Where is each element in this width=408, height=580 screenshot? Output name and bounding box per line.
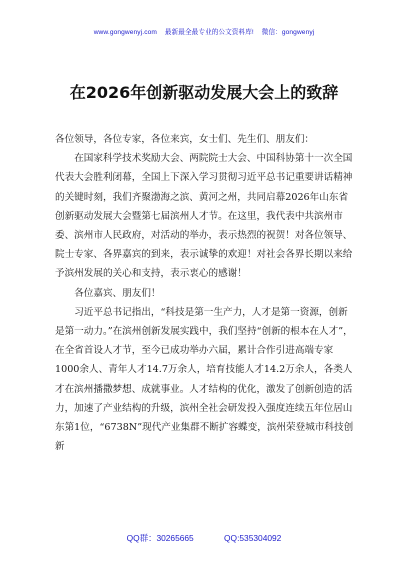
document-body [55,130,355,456]
paragraph-opening: 在国家科学技术奖励大会、两院院士大会、中国科协第十一次全国代表大会胜利闭幕，全国上下深入学习贯彻习近平总书记重要讲话精神的关键时刻，我们齐聚渤海之滨、黄河之州，共同启幕2026年山东省创新驱动发展大会暨第七届滨州人才节。在这里，我代表中共滨州市委、滨州市人民政府，对活动的举办，表示热烈的祝贺！对各位领导、院士专家、各界嘉宾的到来，表示诚挚的欢迎！对社会各界长期以来给予滨州发展的关心和支持，表示衷心的感谢！ [55,153,353,280]
site-tagline: 最新最全最专业的公文资料库! [164,29,254,36]
qq-group: QQ群：30265665 [126,533,194,543]
document-title: 在2026年创新驱动发展大会上的致辞 [69,83,339,102]
salutation: 各位领导，各位专家，各位来宾，女士们、先生们、朋友们： [55,134,315,145]
paragraph-innovation: 习近平总书记指出，“科技是第一生产力，人才是第一资源，创新是第一动力。”在滨州创新发展实践中，我们坚持“创新的根本在人才”，在全省首设人才节，至今已成功举办六届，累计合作引进高端专家1000余人、青年人才14.7万余人，培育技能人才14.2万余人，各类人才在滨州播撒梦想、成就事业。人才结构的优化，激发了创新创造的活力，加速了产业结构的升级，滨州全社会研发投入强度连续五年位居山东第1位，“6738N”现代产业集群不断扩容蝶变，滨州荣登城市科技创新 [55,306,354,453]
paragraph-address: 各位嘉宾、朋友们！ [74,287,161,299]
wechat-id: 微信：gongwenyj [261,29,315,36]
site-footer [0,532,408,544]
site-url[interactable]: www.gongwenyj.com [93,29,157,36]
site-header [0,26,408,36]
qq-contact: QQ:535304092 [224,533,282,543]
